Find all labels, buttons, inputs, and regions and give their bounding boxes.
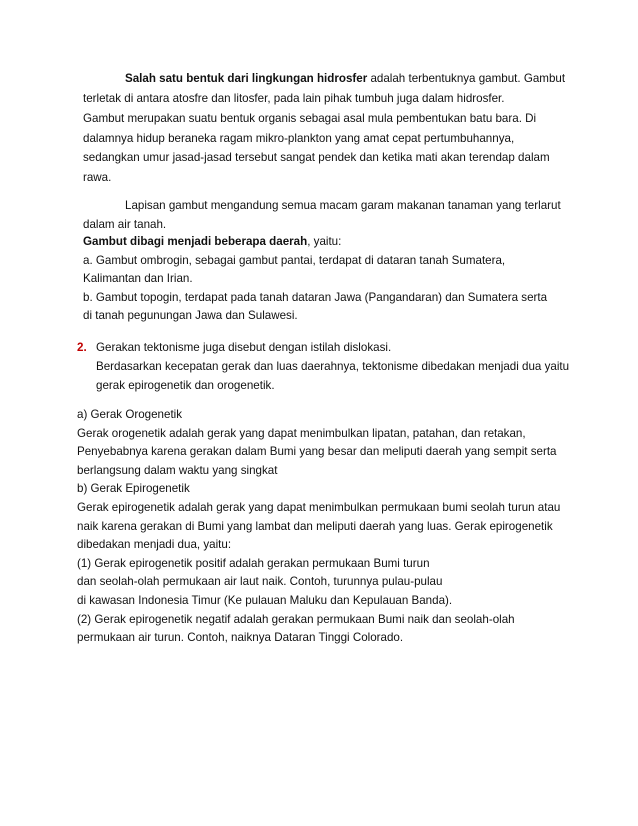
section-2-line: (2) Gerak epirogenetik negatif adalah gerakan permukaan Bumi naik dan seolah-olah [77, 612, 515, 626]
paragraph-1-line-5: sedangkan umur jasad-jasad tersebut sangat pendek dan ketika mati akan terendap dalam [83, 151, 550, 164]
section-2-line: b) Gerak Epirogenetik [77, 482, 190, 496]
section-2-line: (1) Gerak epirogenetik positif adalah gerakan permukaan Bumi turun [77, 556, 430, 570]
list-item-a-line-1: a. Gambut ombrogin, sebagai gambut pantai, terdapat di dataran tanah Sumatera, [83, 254, 506, 267]
section-2-line: dan seolah-olah permukaan air laut naik. Contoh, turunnya pulau-pulau [77, 575, 443, 589]
section-2-number: 2. [77, 341, 87, 354]
section-2-line: Gerak orogenetik adalah gerak yang dapat menimbulkan lipatan, patahan, dan retakan, [77, 426, 526, 440]
section-2-line: dibedakan menjadi dua, yaitu: [77, 538, 232, 552]
paragraph-3-line [83, 236, 341, 248]
section-2-intro-line-1: Gerakan tektonisme juga disebut dengan istilah dislokasi. [96, 341, 392, 354]
section-2-line: berlangsung dalam waktu yang singkat [77, 463, 278, 477]
paragraph-3-rest: , yaitu: [307, 235, 342, 248]
section-2-line: Gerak epirogenetik adalah gerak yang dapat menimbulkan permukaan bumi seolah turun atau [77, 501, 561, 514]
section-2-line: di kawasan Indonesia Timur (Ke pulauan Maluku dan Kepulauan Banda). [77, 594, 453, 607]
paragraph-1-bold-lead: Salah satu bentuk dari lingkungan hidrosfer [125, 72, 368, 85]
list-item-b-line-1: b. Gambut topogin, terdapat pada tanah dataran Jawa (Pangandaran) dan Sumatera serta [83, 291, 548, 304]
paragraph-1-line-4: dalamnya hidup beraneka ragam mikro-plankton yang amat cepat pertumbuhannya, [83, 132, 515, 145]
section-2-intro-line-2: Berdasarkan kecepatan gerak dan luas daerahnya, tektonisme dibedakan menjadi dua yaitu [96, 360, 570, 373]
paragraph-3-bold-lead: Gambut dibagi menjadi beberapa daerah [83, 235, 308, 248]
section-2-line: a) Gerak Orogenetik [77, 408, 183, 421]
paragraph-1-line-3: Gambut merupakan suatu bentuk organis sebagai asal mula pembentukan batu bara. Di [83, 112, 537, 125]
paragraph-2-line-2: dalam air tanah. [83, 218, 167, 231]
section-2-line: permukaan air turun. Contoh, naiknya Dataran Tinggi Colorado. [77, 631, 404, 645]
paragraph-2-line-1: Lapisan gambut mengandung semua macam garam makanan tanaman yang terlarut [125, 199, 561, 212]
paragraph-1-line-1 [125, 73, 565, 85]
section-2-line: Penyebabnya karena gerakan dalam Bumi yang besar dan meliputi daerah yang sempit serta [77, 445, 557, 459]
paragraph-1-line-2: terletak di antara atosfre dan litosfer, pada lain pihak tumbuh juga dalam hidrosfer. [83, 92, 505, 105]
list-item-a-line-2: Kalimantan dan Irian. [83, 272, 193, 285]
list-item-b-line-2: di tanah pegunungan Jawa dan Sulawesi. [83, 309, 298, 322]
section-2-line: naik karena gerakan di Bumi yang lambat dan meliputi daerah yang luas. Gerak epirogenetik [77, 519, 553, 533]
paragraph-1-line-6: rawa. [83, 171, 112, 184]
paragraph-1-line-1-rest: adalah terbentuknya gambut. Gambut [367, 72, 566, 85]
section-2-intro-line-3: gerak epirogenetik dan orogenetik. [96, 379, 275, 392]
